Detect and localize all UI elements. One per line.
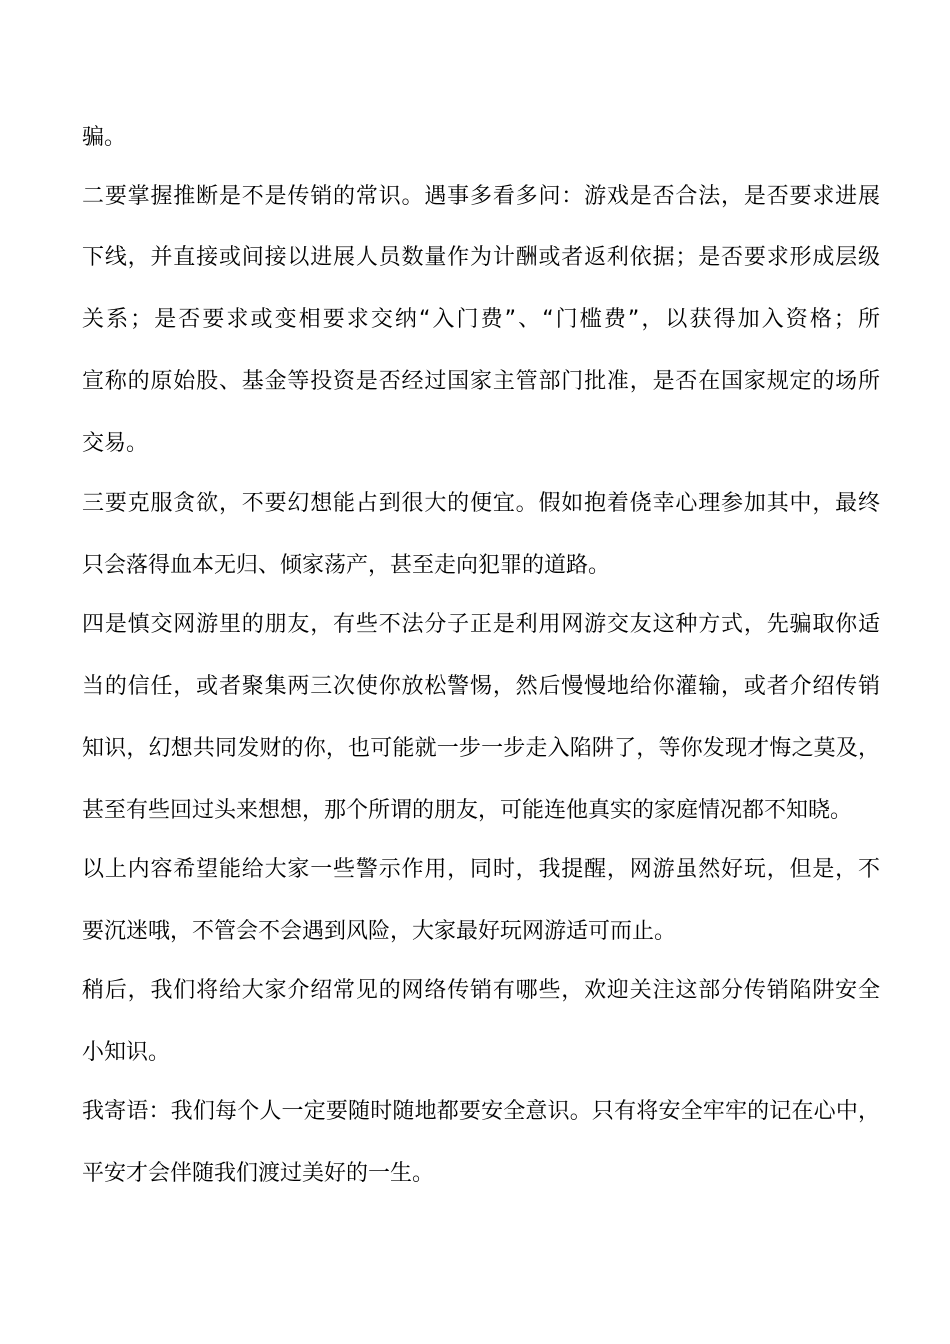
text-line: 以上内容希望能给大家一些警示作用，同时，我提醒，网游虽然好玩，但是，不 [82,857,880,882]
text-line: 关系；是否要求或变相要求交纳“入门费”、“门槛费”，以获得加入资格；所 [82,307,880,332]
text-line: 知识，幻想共同发财的你，也可能就一步一步走入陷阱了，等你发现才悔之莫及， [82,736,880,761]
text-line: 四是慎交网游里的朋友，有些不法分子正是利用网游交友这种方式，先骗取你适 [82,612,880,637]
text-line: 我寄语：我们每个人一定要随时随地都要安全意识。只有将安全牢牢的记在心中， [82,1099,880,1124]
text-line: 骗。 [82,125,127,150]
text-line: 交易。 [82,431,149,456]
text-line: 稍后，我们将给大家介绍常见的网络传销有哪些，欢迎关注这部分传销陷阱安全 [82,978,880,1003]
text-line: 只会落得血本无归、倾家荡产，甚至走向犯罪的道路。 [82,553,611,578]
text-line: 下线，并直接或间接以进展人员数量作为计酬或者返利依据；是否要求形成层级 [82,245,880,270]
text-line: 当的信任，或者聚集两三次使你放松警惕，然后慢慢地给你灌输，或者介绍传销 [82,674,880,699]
text-line: 小知识。 [82,1040,171,1065]
text-line: 二要掌握推断是不是传销的常识。遇事多看多问：游戏是否合法，是否要求进展 [82,184,880,209]
text-line: 平安才会伴随我们渡过美好的一生。 [82,1161,435,1186]
text-line: 宣称的原始股、基金等投资是否经过国家主管部门批准，是否在国家规定的场所 [82,369,880,394]
text-line: 要沉迷哦，不管会不会遇到风险，大家最好玩网游适可而止。 [82,919,677,944]
text-line: 甚至有些回过头来想想，那个所谓的朋友，可能连他真实的家庭情况都不知晓。 [82,798,853,823]
text-line: 三要克服贪欲，不要幻想能占到很大的便宜。假如抱着侥幸心理参加其中，最终 [82,491,880,516]
